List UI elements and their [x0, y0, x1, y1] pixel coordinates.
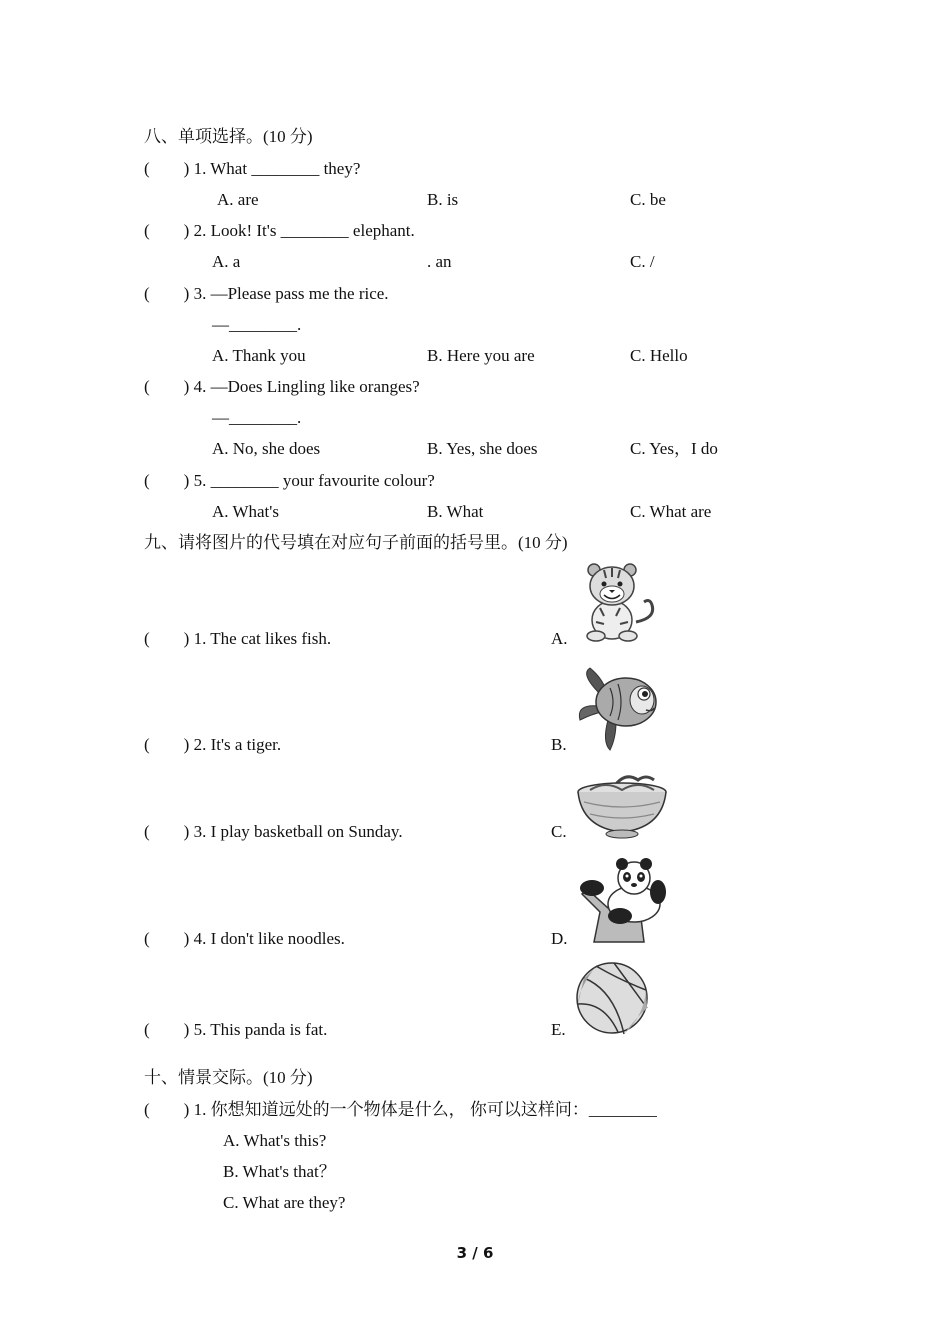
q8-4-option-b: B. Yes, she does	[427, 439, 538, 458]
panda-picture	[574, 854, 670, 944]
fish-picture	[572, 664, 660, 752]
section-10-title: 十、情景交际。(10 分)	[144, 1068, 313, 1087]
q8-2-stem: ( ) 2. Look! It's ________ elephant.	[144, 221, 415, 240]
q9-5-sentence: ( ) 5. This panda is fat.	[144, 1020, 328, 1039]
q10-1-option-a: A. What's this?	[223, 1131, 327, 1150]
section-8-title: 八、单项选择。(10 分)	[144, 127, 313, 146]
q9-4-sentence: ( ) 4. I don't like noodles.	[144, 929, 345, 948]
q9-2-sentence: ( ) 2. It's a tiger.	[144, 735, 282, 754]
q8-3-answer-blank: —________.	[212, 315, 302, 334]
q9-letter-e: E.	[551, 1020, 566, 1039]
q8-2-option-c: C. /	[630, 252, 655, 271]
q8-3-stem: ( ) 3. —Please pass me the rice.	[144, 284, 389, 303]
q10-1-option-c: C. What are they?	[223, 1193, 346, 1212]
q9-letter-d: D.	[551, 929, 568, 948]
q8-3-option-a: A. Thank you	[212, 346, 306, 365]
q8-1-stem: ( ) 1. What ________ they?	[144, 159, 361, 178]
q8-5-option-c: C. What are	[630, 502, 712, 521]
q8-4-option-a: A. No, she does	[212, 439, 321, 458]
section-9-title: 九、请将图片的代号填在对应句子前面的括号里。(10 分)	[144, 533, 568, 552]
q8-2-option-b: . an	[427, 252, 452, 271]
q9-1-sentence: ( ) 1. The cat likes fish.	[144, 629, 332, 648]
q8-4-option-c: C. Yes，I do	[630, 439, 718, 458]
q9-letter-c: C.	[551, 822, 567, 841]
tiger-picture	[574, 560, 660, 646]
q9-3-sentence: ( ) 3. I play basketball on Sunday.	[144, 822, 403, 841]
q10-1-stem: ( ) 1. 你想知道远处的一个物体是什么， 你可以这样问：________	[144, 1100, 657, 1119]
q8-5-stem: ( ) 5. ________ your favourite colour?	[144, 471, 435, 490]
q8-5-option-b: B. What	[427, 502, 484, 521]
q8-4-stem: ( ) 4. —Does Lingling like oranges?	[144, 377, 420, 396]
q8-5-option-a: A. What's	[212, 502, 279, 521]
q9-letter-a: A.	[551, 629, 568, 648]
ball-picture	[574, 960, 650, 1036]
q8-1-option-a: A. are	[217, 190, 259, 209]
page-number: 3 / 6	[456, 1244, 494, 1262]
noodle-bowl-picture	[576, 770, 668, 840]
q8-3-option-b: B. Here you are	[427, 346, 535, 365]
q10-1-option-b: B. What's that？	[223, 1162, 336, 1181]
q8-3-option-c: C. Hello	[630, 346, 688, 365]
q8-2-option-a: A. a	[212, 252, 241, 271]
q8-1-option-c: C. be	[630, 190, 666, 209]
q8-1-option-b: B. is	[427, 190, 459, 209]
q9-letter-b: B.	[551, 735, 567, 754]
q8-4-answer-blank: —________.	[212, 408, 302, 427]
